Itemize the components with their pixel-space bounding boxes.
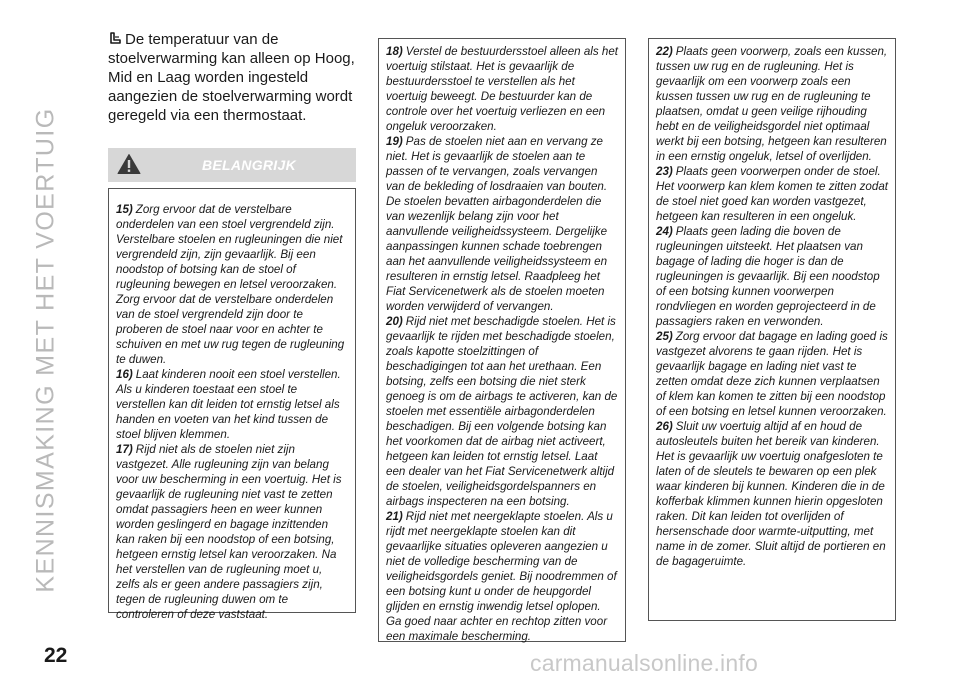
watermark: carmanualsonline.info xyxy=(530,650,758,676)
warning-note: 19) Pas de stoelen niet aan en vervang ze niet. Het is gevaarlijk de stoelen aan te passen of te vervangen, zoals vervangen van de bekleding of losdraaien van bouten. De stoelen bevatten airbagonderdelen die van wezenlijk belang zijn voor het aanvullende veiligheidssysteem. Dergelijke aanpassingen kunnen schade toebrengen aan het aanvullende veiligheidssysteem en resulteren in ernstig letsel. Raadpleeg het Fiat Servicenetwerk als de stoelen moeten worden verwijderd of vervangen. xyxy=(386,135,608,313)
warning-note: 22) Plaats geen voorwerp, zoals een kussen, tussen uw rug en de rugleuning. Het is gevaarlijk om een voorwerp zoals een kussen tussen uw rug en de rugleuning te plaatsen, omdat u geen veilige rijhouding hebt en de veiligheidsgordel niet optimaal werkt bij een botsing, hetgeen kan resulteren in een ernstig ongeluk, letsel of overlijden. xyxy=(656,45,888,163)
warning-note: 26) Sluit uw voertuig altijd af en houd de autosleutels buiten het bereik van kinderen. Het is gevaarlijk uw voertuig onafgesloten te laten of de sleutels te bewaren op een plek waar kinderen bij kunnen. Kinderen die in de kofferbak klimmen kunnen hierin opgesloten raken. Dit kan leiden tot overlijden of hersenschade door warmte-uitputting, met name in de zomer. Sluit altijd de portieren en de bagageruimte. xyxy=(656,420,886,568)
section-title: KENNISMAKING MET HET VOERTUIG xyxy=(31,107,60,593)
warning-notes-column-1 xyxy=(108,188,356,621)
important-banner xyxy=(108,148,356,182)
warning-note: 24) Plaats geen lading die boven de rugleuningen uitsteekt. Het plaatsen van bagage of lading die hoger is dan de rugleuningen is gevaarlijk. Bij een noodstop of een botsing kunnen voorwerpen rondvliegen en worden geprojecteerd in de passagiers raken en verwonden. xyxy=(656,225,880,328)
warning-notes-column-2 xyxy=(378,38,626,642)
warning-note: 21) Rijd niet met neergeklapte stoelen. Als u rijdt met neergeklapte stoelen kan dit gevaarlijke situaties opleveren aangezien u niet de volledige bescherming van de veiligheidsgordels geniet. Bij noodremmen of een botsing kunt u onder de heupgordel glijden en ernstig inwendig letsel oplopen. Ga goed naar achter en rechtop zitten voor een maximale bescherming. xyxy=(386,510,617,643)
warning-notes-column-3 xyxy=(648,38,896,621)
page-number: 22 xyxy=(44,644,68,667)
car-seat-icon xyxy=(108,32,123,45)
warning-note: 18) Verstel de bestuurdersstoel alleen als het voertuig stilstaat. Het is gevaarlijk de bestuurdersstoel te verstellen als het voertuig beweegt. De bestuurder kan de controle over het voertuig verliezen en een ongeluk veroorzaken. xyxy=(386,45,619,133)
important-label: BELANGRIJK xyxy=(201,157,296,173)
warning-note: 16) Laat kinderen nooit een stoel verstellen. Als u kinderen toestaat een stoel te verstellen kan dit leiden tot ernstig letsel als handen en voeten van het kind tussen de stoel blijven klemmen. xyxy=(116,368,341,441)
intro-paragraph xyxy=(108,30,358,125)
warning-note: 20) Rijd niet met beschadigde stoelen. Het is gevaarlijk te rijden met beschadigde stoelen, zoals kapotte stoelzittingen of beschadigingen tot aan het urethaan. Een botsing, zelfs een botsing die niet sterk genoeg is om de airbags te activeren, kan de stoelen met essentiële airbagonderdelen beschadigen. Bij een volgende botsing kan het voorkomen dat de airbag niet activeert, hetgeen kan leiden tot ernstig letsel. Laat een dealer van het Fiat Servicenetwerk altijd de stoelen, veiligheidsgordelspanners en airbags inspecteren na een botsing. xyxy=(386,315,618,508)
warning-note: 25) Zorg ervoor dat bagage en lading goed is vastgezet alvorens te gaan rijden. Het is gevaarlijk bagage en lading niet vast te zetten omdat deze zich kunnen verplaatsen of klem kan komen te zitten bij een noodstop of een botsing en letsel kunnen veroorzaken. xyxy=(656,330,888,418)
warning-note: 15) Zorg ervoor dat de verstelbare onderdelen van een stoel vergrendeld zijn. Verstelbare stoelen en rugleuningen die niet vergrendeld zijn, zijn gevaarlijk. Bij een noodstop of botsing kan de stoel of rugleuning bewegen en letsel veroorzaken. Zorg ervoor dat de verstelbare onderdelen van de stoel vergrendeld zijn door te proberen de stoel naar voor en achter te schuiven en met uw rug tegen de rugleuning te duwen. xyxy=(116,203,345,366)
warning-note: 17) Rijd niet als de stoelen niet zijn vastgezet. Alle rugleuning zijn van belang voor uw bescherming in een voertuig. Het is gevaarlijk de rugleuning niet vast te zetten omdat passagiers heen en weer kunnen worden geslingerd en bagage inzittenden kan raken bij een noodstop of een botsing, hetgeen ernstig letsel kan veroorzaken. Na het verstellen van de rugleuning moet u, zelfs als er geen andere passagiers zijn, tegen de rugleuning duwen om te controleren of deze vaststaat. xyxy=(116,443,342,621)
warning-note: 23) Plaats geen voorwerpen onder de stoel. Het voorwerp kan klem komen te zitten zodat de stoel niet goed kan worden vastgezet, hetgeen kan resulteren in een ongeluk. xyxy=(656,165,888,223)
intro-text: De temperatuur van de stoelverwarming kan alleen op Hoog, Mid en Laag worden ingesteld aangezien de stoelverwarming wordt geregeld via een thermostaat. xyxy=(108,31,355,124)
